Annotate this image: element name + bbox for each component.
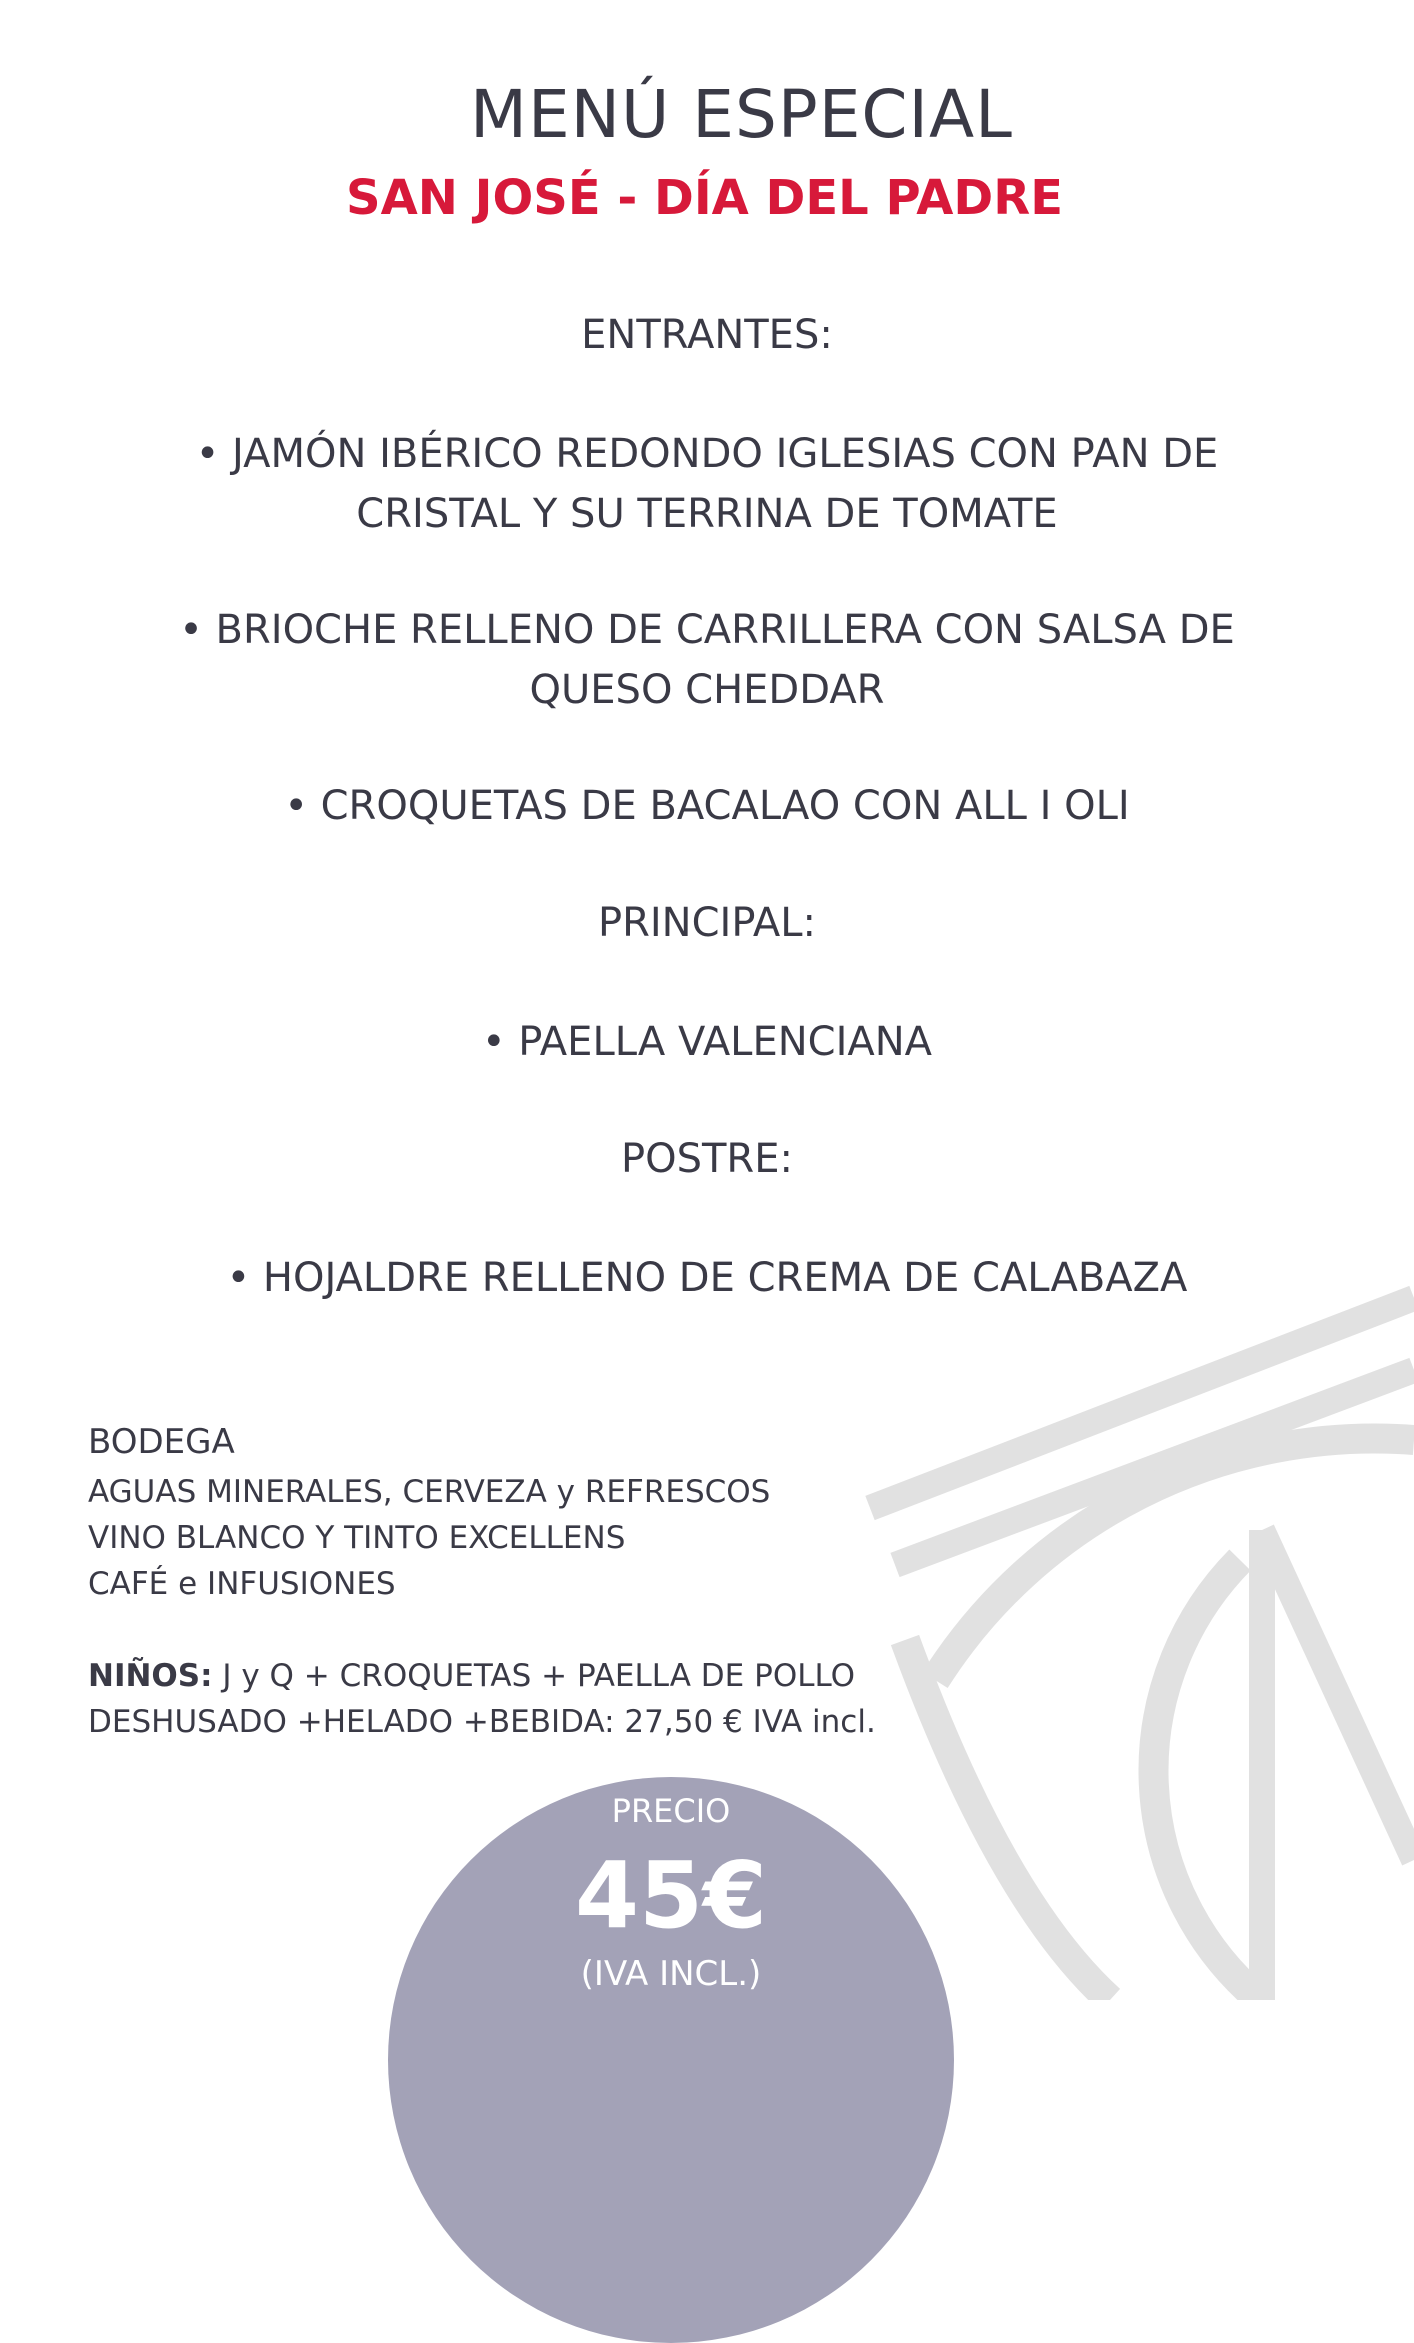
menu-item [0,600,1414,720]
postre-heading: POSTRE: [621,1136,793,1182]
bodega-line: AGUAS MINERALES, CERVEZA y REFRESCOS [88,1474,771,1510]
menu-subtitle: SAN JOSÉ - DÍA DEL PADRE [346,170,1063,226]
menu-item [0,1012,1414,1072]
menu-item-line: QUESO CHEDDAR [529,667,885,713]
menu-item [0,1248,1414,1308]
bodega-line: VINO BLANCO Y TINTO EXCELLENS [88,1520,626,1556]
menu-item-line: • PAELLA VALENCIANA [481,1019,933,1065]
menu-item [0,424,1414,544]
kids-text: J y Q + CROQUETAS + PAELLA DE POLLO [212,1658,856,1694]
menu-item-line: CRISTAL Y SU TERRINA DE TOMATE [356,491,1058,537]
bodega-title: BODEGA [88,1422,235,1462]
menu-item-line: • JAMÓN IBÉRICO REDONDO IGLESIAS CON PAN DE [195,431,1219,477]
kids-menu-line: DESHUSADO +HELADO +BEBIDA: 27,50 € IVA incl. [88,1704,876,1740]
menu-item-line: • HOJALDRE RELLENO DE CREMA DE CALABAZA [226,1255,1188,1301]
menu-item-line: • CROQUETAS DE BACALAO CON ALL I OLI [284,783,1130,829]
bodega-line: CAFÉ e INFUSIONES [88,1566,396,1602]
menu-item [0,776,1414,836]
price-label: PRECIO [611,1792,731,1830]
entrantes-heading: ENTRANTES: [581,312,833,358]
price-amount: 45€ [574,1842,768,1949]
menu-title: MENÚ ESPECIAL [470,76,1013,153]
kids-menu-line [88,1658,855,1694]
kids-label: NIÑOS: [88,1658,213,1694]
price-note: (IVA INCL.) [580,1954,762,1994]
principal-heading: PRINCIPAL: [597,900,817,946]
menu-item-line: • BRIOCHE RELLENO DE CARRILLERA CON SALSA DE [179,607,1235,653]
